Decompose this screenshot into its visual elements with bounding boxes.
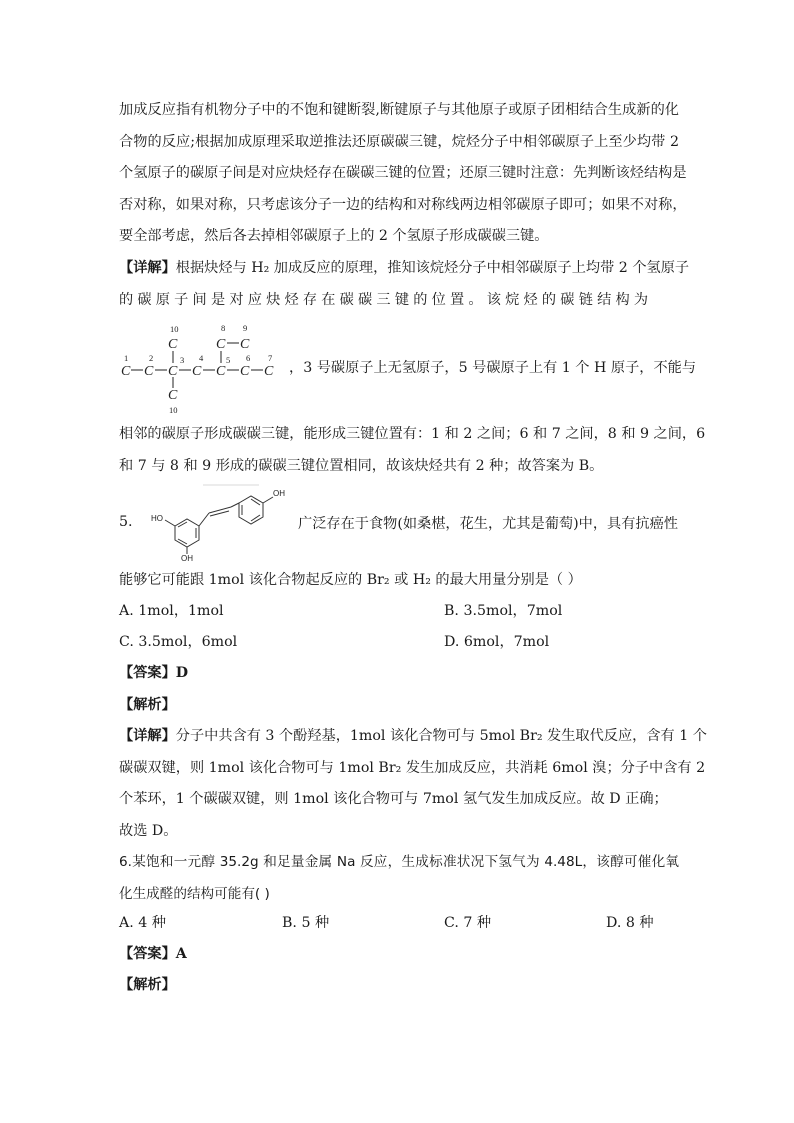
chain-num-10-top: 10 xyxy=(170,324,179,334)
detail-tag: 【详解】 xyxy=(119,260,176,276)
q5-detail-line-1 xyxy=(119,726,707,746)
chain-atom-9: C xyxy=(240,337,250,352)
chain-num-3: 3 xyxy=(180,355,185,365)
chain-num-9: 9 xyxy=(243,323,248,333)
ho-label-left: HO xyxy=(151,514,163,523)
q5-detail-tag: 【详解】 xyxy=(119,728,176,744)
q6-option-d: D. 8 种 xyxy=(606,915,654,931)
vinyl-bond-1 xyxy=(199,513,209,526)
vinyl-double-bond xyxy=(209,507,231,513)
detail4-line-2: 的碳原子间是对应炔烃存在碳碳三键的位置。该烷烃的碳链结构为 xyxy=(119,292,653,308)
chain-num-2: 2 xyxy=(149,353,154,363)
chain-num-10-bot: 10 xyxy=(169,405,178,415)
q5-option-d: D. 6mol，7mol xyxy=(444,634,550,650)
q6-analysis-heading: 【解析】 xyxy=(119,977,176,993)
detail4-text-1: 根据炔烃与 H₂ 加成反应的原理，推知该烷烃分子中相邻碳原子上均带 2 个氢原子 xyxy=(175,260,690,276)
chain-num-5: 5 xyxy=(226,355,231,365)
detail4-line-1 xyxy=(119,258,690,278)
chain-atom-3: C xyxy=(168,364,178,379)
intro-line-3: 个氢原子的碳原子间是对应炔烃存在碳碳三键的位置；还原三键时注意：先判断该烃结构是 xyxy=(119,165,687,181)
q5-number: 5. xyxy=(119,514,133,530)
chain-atom-7: C xyxy=(264,364,274,379)
q5-detail-line-2: 碳碳双键，则 1mol 该化合物可与 1mol Br₂ 发生加成反应，共消耗 6mol 溴；分子中含有 2 xyxy=(119,760,706,776)
chain-atom-8: C xyxy=(216,337,226,352)
chain-num-7: 7 xyxy=(268,353,273,363)
oh-label-bottom: OH xyxy=(181,554,193,562)
q5-option-a: A. 1mol，1mol xyxy=(119,603,224,619)
right-oh-bond xyxy=(263,497,273,503)
q5-option-c: C. 3.5mol，6mol xyxy=(119,634,238,650)
intro-line-5: 要全部考虑，然后各去掉相邻碳原子上的 2 个氢原子形成碳碳三键。 xyxy=(119,228,549,244)
chain-atom-1: C xyxy=(121,364,131,379)
q5-detail-line-3: 个苯环，1 个碳碳双键，则 1mol 该化合物可与 7mol 氢气发生加成反应。故 D 正确； xyxy=(119,791,668,807)
q5-detail-line-4: 故选 D。 xyxy=(119,823,178,839)
detail4-line-3: ，3 号碳原子上无氢原子，5 号碳原子上有 1 个 H 原子，不能与 xyxy=(289,360,697,376)
chain-num-1: 1 xyxy=(124,353,129,363)
chain-atom-10-bot: C xyxy=(168,388,178,403)
left-benzene-ring xyxy=(175,519,199,547)
q5-stem-line-1: 广泛存在于食物(如桑椹，花生，尤其是葡萄)中，具有抗癌性 xyxy=(298,516,678,532)
q5-answer: 【答案】D xyxy=(119,665,189,681)
q5-stem-line-2: 能够它可能跟 1mol 该化合物起反应的 Br₂ 或 H₂ 的最大用量分别是（ ） xyxy=(119,572,582,588)
q6-option-a: A. 4 种 xyxy=(119,915,166,931)
q6-stem-line-1: 6.某饱和一元醇 35.2g 和足量金属 Na 反应，生成标准状况下氢气为 4.48L，该醇可催化氧 xyxy=(119,854,679,870)
chain-atom-6: C xyxy=(240,364,250,379)
chain-atom-10-top: C xyxy=(168,337,178,352)
q6-stem-line-2: 化生成醛的结构可能有( ) xyxy=(119,886,270,902)
oh-label-right: OH xyxy=(273,489,285,498)
carbon-chain-structure xyxy=(119,322,289,416)
detail4-line-4: 相邻的碳原子形成碳碳三键，能形成三键位置有：1 和 2 之间；6 和 7 之间，8 和 9 之间，6 xyxy=(119,426,706,442)
detail4-line-5: 和 7 与 8 和 9 形成的碳碳三键位置相同，故该炔烃共有 2 种；故答案为 B。 xyxy=(119,458,604,474)
intro-line-1: 加成反应指有机物分子中的不饱和键断裂,断键原子与其他原子或原子团相结合生成新的化 xyxy=(119,102,679,118)
resveratrol-structure xyxy=(119,484,299,562)
q5-option-b: B. 3.5mol，7mol xyxy=(444,603,563,619)
left-oh-bond-top xyxy=(165,520,175,526)
vinyl-bond-2 xyxy=(231,503,239,507)
chain-atom-5: C xyxy=(216,364,226,379)
left-ring-double-bond-1 xyxy=(178,522,187,527)
intro-line-2: 合物的反应;根据加成原理采取逆推法还原碳碳三键，烷烃分子中相邻碳原子上至少均带 2 xyxy=(119,134,679,150)
q6-option-c: C. 7 种 xyxy=(444,915,492,931)
chain-num-4: 4 xyxy=(199,353,204,363)
q6-answer: 【答案】A xyxy=(119,946,187,962)
chain-num-6: 6 xyxy=(246,353,251,363)
left-ring-double-bond-3 xyxy=(178,539,187,544)
q5-detail-text-1: 分子中共含有 3 个酚羟基，1mol 该化合物可与 5mol Br₂ 发生取代反应，含有 1 个 xyxy=(175,728,707,744)
right-benzene-ring xyxy=(239,496,263,524)
q5-analysis-heading: 【解析】 xyxy=(119,697,176,713)
intro-line-4: 否对称，如果对称，只考虑该分子一边的结构和对称线两边相邻碳原子即可；如果不对称， xyxy=(119,197,687,213)
chain-num-8: 8 xyxy=(221,323,226,333)
q6-option-b: B. 5 种 xyxy=(282,915,330,931)
chain-atom-4: C xyxy=(192,364,202,379)
chain-atom-2: C xyxy=(144,364,154,379)
